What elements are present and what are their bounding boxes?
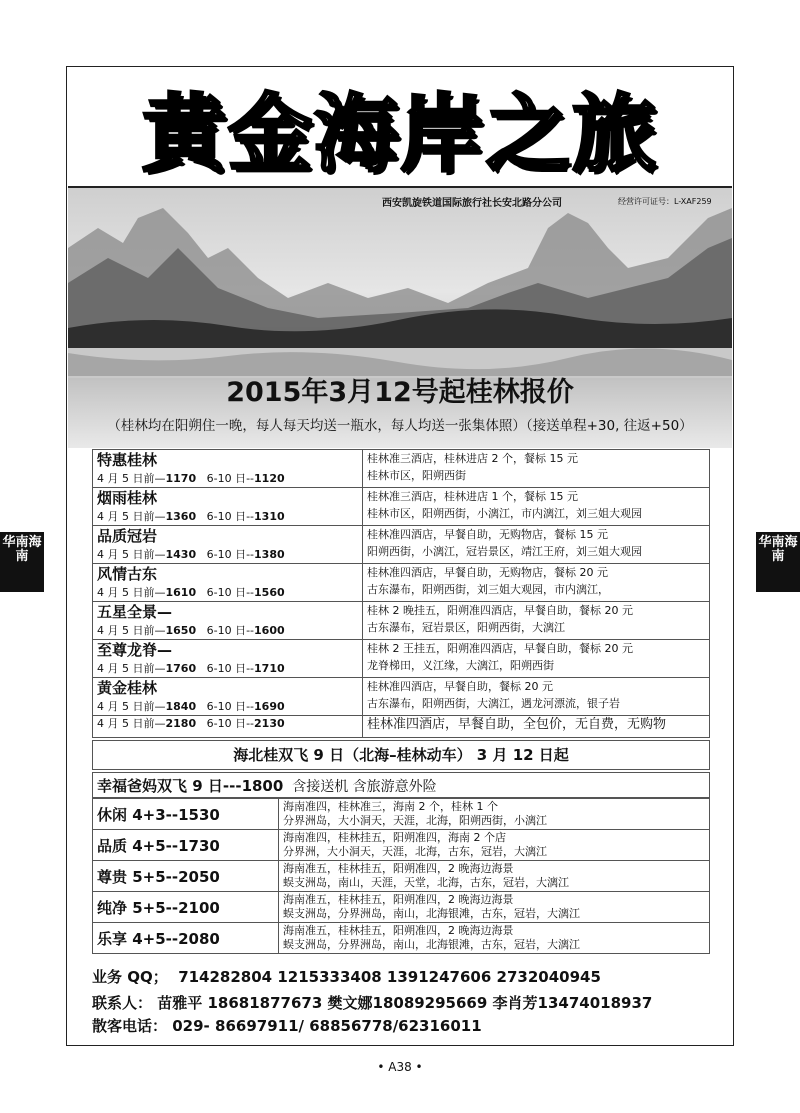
hainan-detail-1: 海南准五，桂林挂五，阳朔准四，2 晚海边海景 <box>283 862 514 875</box>
route-prices <box>97 699 358 715</box>
price-before: 1760 <box>165 662 197 675</box>
route-detail-cell <box>363 564 710 602</box>
banner-title: 黄金海岸之旅 <box>141 83 658 183</box>
people-list: 苗雅平 18681877673 樊文娜18089295669 李肖芳13474018937 <box>157 994 653 1012</box>
price-before-prefix: 4 月 5 日前— <box>97 700 166 713</box>
route-detail-cell <box>363 526 710 564</box>
route-prices <box>97 471 358 487</box>
price-after: 1690 <box>254 700 285 713</box>
price-after: 1310 <box>254 510 285 523</box>
route-name: 黄金桂林 <box>97 679 158 697</box>
hainan-row <box>93 861 710 892</box>
route-left-cell <box>93 602 363 640</box>
price-after: 1120 <box>254 472 285 485</box>
price-before-prefix: 4 月 5 日前— <box>97 717 166 730</box>
route-prices <box>97 661 358 677</box>
price-after-prefix: 6-10 日-- <box>206 472 255 485</box>
route-detail-cell <box>363 602 710 640</box>
hainan-detail-2: 分界洲，大小洞天，天涯，北海，古东，冠岩，大漓江 <box>283 845 547 858</box>
hainan-detail-1: 海南准四，桂林准三，海南 2 个，桂林 1 个 <box>283 800 498 813</box>
subheadline: （桂林均在阳朔住一晚，每人每天均送一瓶水，每人均送一张集体照）（接送单程+30, 往返+50） <box>107 418 693 434</box>
hainan-package: 尊贵 5+5--2050 <box>93 861 279 892</box>
extra-prices <box>97 716 358 732</box>
route-detail-2: 古东瀑布，阳朔西街，大漓江，遇龙河漂流，银子岩 <box>367 697 620 710</box>
route-detail-2: 古东瀑布，冠岩景区，阳朔西街，大漓江 <box>367 621 565 634</box>
happy-price: 1800 <box>241 777 284 795</box>
hainan-detail-cell <box>279 830 710 861</box>
hainan-detail-cell <box>279 892 710 923</box>
price-after-prefix: 6-10 日-- <box>206 586 255 599</box>
contact-phone <box>92 1015 482 1036</box>
route-row <box>93 640 710 678</box>
route-name: 烟雨桂林 <box>97 489 158 507</box>
route-row <box>93 526 710 564</box>
route-detail-1: 桂林 2 王挂五，阳朔准四酒店，早餐自助，餐标 20 元 <box>367 642 633 655</box>
people-label: 联系人： <box>92 994 153 1012</box>
extra-left-cell <box>93 716 363 738</box>
price-before: 1430 <box>165 548 197 561</box>
route-detail-1: 桂林准三酒店，桂林进店 2 个，餐标 15 元 <box>367 452 578 465</box>
price-before-prefix: 4 月 5 日前— <box>97 586 166 599</box>
route-name: 特惠桂林 <box>97 451 158 469</box>
price-before: 1170 <box>165 472 197 485</box>
route-detail-cell <box>363 488 710 526</box>
route-name: 品质冠岩 <box>97 527 158 545</box>
price-after-prefix: 6-10 日-- <box>206 662 255 675</box>
route-detail-2: 阳朔西街，小漓江，冠岩景区，靖江王府，刘三姐大观园 <box>367 545 642 558</box>
hainan-detail-2: 蜈支洲岛，南山，天涯，天堂，北海，古东，冠岩，大漓江 <box>283 876 569 889</box>
hainan-package: 乐享 4+5--2080 <box>93 923 279 954</box>
price-before-prefix: 4 月 5 日前— <box>97 624 166 637</box>
price-before: 2180 <box>165 717 197 730</box>
side-tab-left: 华南海南 <box>0 532 44 592</box>
hainan-price-table <box>92 798 710 954</box>
price-after: 1560 <box>254 586 285 599</box>
route-left-cell <box>93 678 363 716</box>
hainan-detail-cell <box>279 799 710 830</box>
qq-numbers: 714282804 1215333408 1391247606 2732040945 <box>178 968 601 986</box>
happy-note: 含接送机 含旅游意外险 <box>292 779 437 795</box>
route-detail-1: 桂林准四酒店，早餐自助，无购物店，餐标 20 元 <box>367 566 608 579</box>
hainan-row <box>93 830 710 861</box>
hainan-detail-2: 蜈支洲岛，分界洲岛，南山，北海银滩，古东，冠岩，大漓江 <box>283 907 580 920</box>
route-detail-1: 桂林准四酒店，早餐自助，餐标 20 元 <box>367 680 553 693</box>
price-before: 1650 <box>165 624 197 637</box>
phone-numbers: 029- 86697911/ 68856778/62316011 <box>172 1017 482 1035</box>
price-after-prefix: 6-10 日-- <box>206 700 255 713</box>
price-before-prefix: 4 月 5 日前— <box>97 662 166 675</box>
price-before: 1360 <box>165 510 197 523</box>
hainan-row <box>93 892 710 923</box>
hainan-package: 纯净 5+5--2100 <box>93 892 279 923</box>
price-after: 1710 <box>254 662 285 675</box>
price-before: 1840 <box>165 700 197 713</box>
side-tab-right: 华南海南 <box>756 532 800 592</box>
route-detail-2: 古东瀑布，阳朔西街，刘三姐大观园，市内漓江， <box>367 583 609 596</box>
price-after-prefix: 6-10 日-- <box>206 624 255 637</box>
route-detail-2: 龙脊梯田，义江缘，大漓江，阳朔西街 <box>367 659 554 672</box>
hainan-detail-cell <box>279 923 710 954</box>
hainan-detail-2: 分界洲岛，大小洞天，天涯，北海，阳朔西街，小漓江 <box>283 814 547 827</box>
route-row <box>93 564 710 602</box>
hainan-package: 休闲 4+3--1530 <box>93 799 279 830</box>
hainan-detail-1: 海南准四，桂林挂五，阳朔准四，海南 2 个店 <box>283 831 506 844</box>
route-detail-1: 桂林 2 晚挂五，阳朔准四酒店，早餐自助，餐标 20 元 <box>367 604 633 617</box>
route-left-cell <box>93 488 363 526</box>
route-detail-1: 桂林准四酒店，早餐自助，无购物店，餐标 15 元 <box>367 528 608 541</box>
banner <box>68 68 732 188</box>
route-row <box>93 602 710 640</box>
hainan-detail-1: 海南准五，桂林挂五，阳朔准四，2 晚海边海景 <box>283 924 514 937</box>
hainan-package: 品质 4+5--1730 <box>93 830 279 861</box>
route-detail-2: 桂林市区，阳朔西街 <box>367 469 466 482</box>
extra-detail: 桂林准四酒店，早餐自助，全包价，无自费，无购物 <box>367 717 667 732</box>
hainan-row <box>93 923 710 954</box>
company-name: 西安凯旋铁道国际旅行社长安北路分公司 <box>382 198 562 209</box>
extra-detail-cell <box>363 716 710 738</box>
price-after: 2130 <box>254 717 285 730</box>
route-row <box>93 450 710 488</box>
happy-name: 幸福爸妈双飞 9 日--- <box>97 777 242 795</box>
phone-label: 散客电话： <box>92 1017 168 1035</box>
contact-people <box>92 992 652 1013</box>
price-after-prefix: 6-10 日-- <box>206 548 255 561</box>
route-left-cell <box>93 564 363 602</box>
route-detail-1: 桂林准三酒店，桂林进店 1 个，餐标 15 元 <box>367 490 578 503</box>
route-left-cell <box>93 640 363 678</box>
license-number: 经营许可证号：L-XAF259 <box>618 197 712 206</box>
route-prices <box>97 623 358 639</box>
extra-price-row <box>93 716 710 738</box>
route-row <box>93 678 710 716</box>
route-detail-2: 桂林市区，阳朔西街，小漓江，市内漓江，刘三姐大观园 <box>367 507 642 520</box>
page-number: • A38 • <box>377 1060 423 1074</box>
price-before-prefix: 4 月 5 日前— <box>97 472 166 485</box>
hainan-row <box>93 799 710 830</box>
hainan-detail-1: 海南准五，桂林挂五，阳朔准四，2 晚海边海景 <box>283 893 514 906</box>
route-prices <box>97 509 358 525</box>
section2-title: 海北桂双飞 9 日（北海–桂林动车） 3 月 12 日起 <box>92 740 710 770</box>
route-row <box>93 488 710 526</box>
route-name: 五星全景— <box>97 603 173 621</box>
hainan-detail-cell <box>279 861 710 892</box>
qq-label: 业务 QQ； <box>92 968 168 986</box>
route-detail-cell <box>363 640 710 678</box>
guilin-price-table <box>92 449 710 738</box>
price-before-prefix: 4 月 5 日前— <box>97 510 166 523</box>
route-name: 风情古东 <box>97 565 158 583</box>
route-prices <box>97 547 358 563</box>
happy-parents-row <box>92 772 710 798</box>
route-detail-cell <box>363 450 710 488</box>
price-after: 1600 <box>254 624 285 637</box>
hainan-detail-2: 蜈支洲岛，分界洲岛，南山，北海银滩，古东，冠岩，大漓江 <box>283 938 580 951</box>
price-after: 1380 <box>254 548 285 561</box>
price-before: 1610 <box>165 586 197 599</box>
headline: 2015年3月12号起桂林报价 <box>226 377 574 408</box>
route-name: 至尊龙脊— <box>97 641 173 659</box>
route-left-cell <box>93 450 363 488</box>
route-detail-cell <box>363 678 710 716</box>
route-left-cell <box>93 526 363 564</box>
contact-qq <box>92 966 601 987</box>
landscape-photo <box>68 188 732 448</box>
price-before-prefix: 4 月 5 日前— <box>97 548 166 561</box>
price-after-prefix: 6-10 日-- <box>206 717 255 730</box>
price-after-prefix: 6-10 日-- <box>206 510 255 523</box>
route-prices <box>97 585 358 601</box>
